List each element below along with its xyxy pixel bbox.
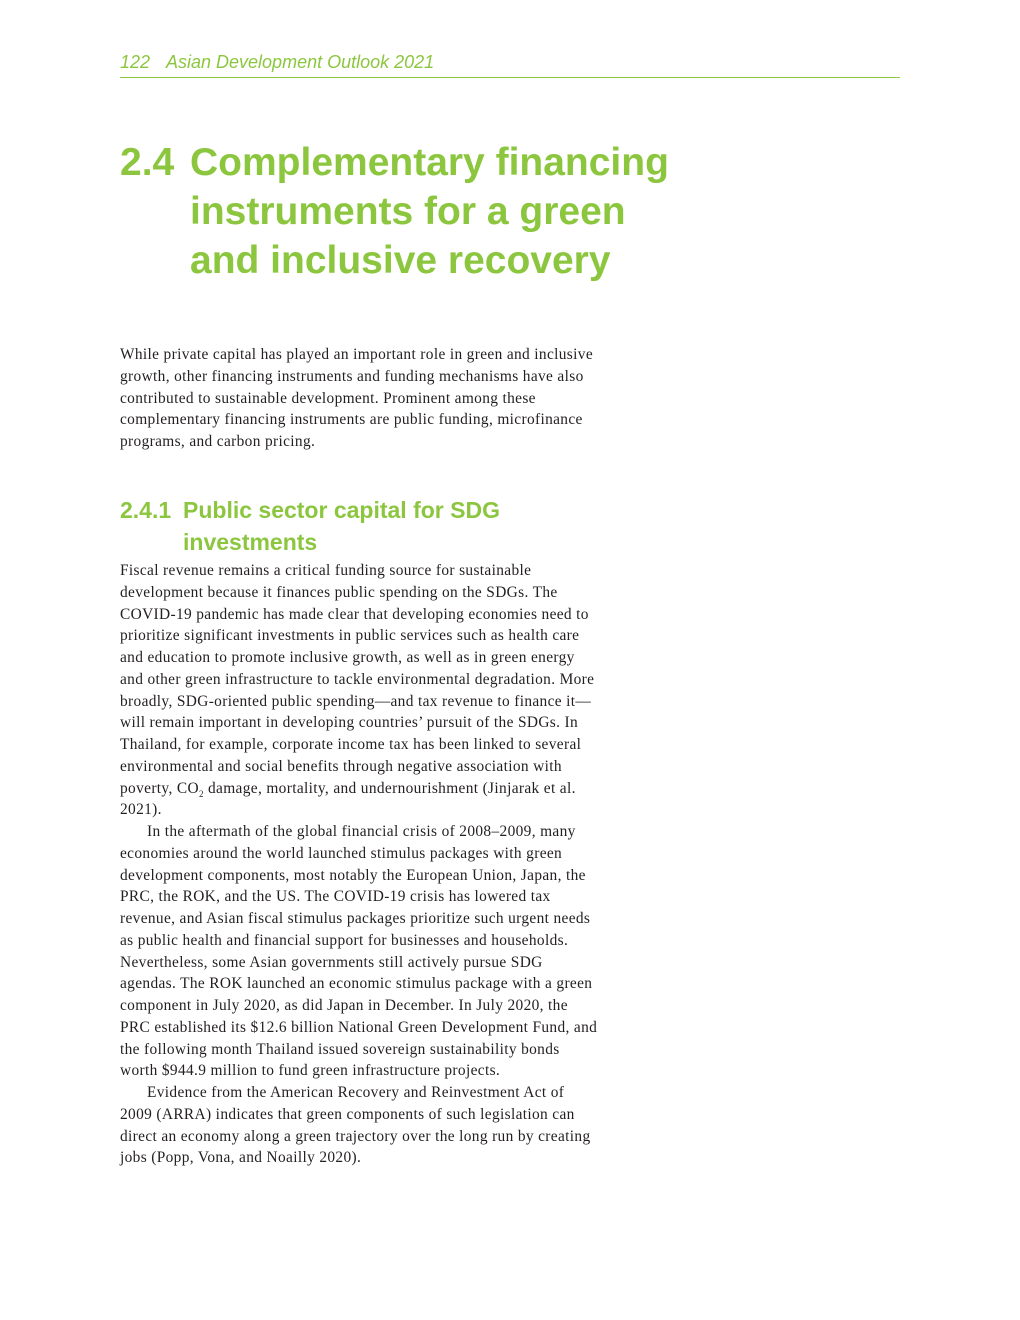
chapter-number: 2.4 [120,141,175,184]
chapter-title-text: Complementary financing instruments for a green and inclusive recovery [190,141,669,282]
paragraph-1-text: Fiscal revenue remains a critical funding source for sustainable development because it finances public spending on the SDGs. The COVID-19 pandemic has made clear that developing economies need to prioritize significant investments in public services such as health care and education to promote inclusive growth, as well as in green energy and other green infrastructure to tackle environmental degradation. More broadly, SDG-oriented public spending—and tax revenue to finance it—will remain important in developing countries’ pursuit of the SDGs. In Thailand, for example, corporate income tax has been linked to several environmental and social benefits through negative association with poverty, CO [120,562,595,797]
body-paragraph-1 [120,560,600,821]
section-heading [120,494,600,558]
page-number: 122 [120,52,151,72]
section-title: Public sector capital for SDG investments [183,497,500,555]
body-paragraph-3: Evidence from the American Recovery and Reinvestment Act of 2009 (ARRA) indicates that green components of such legislation can direct an economy along a green trajectory over the long run by creating jobs (Popp, Vona, and Noailly 2020). [120,1084,591,1167]
publication-title: Asian Development Outlook 2021 [166,52,435,72]
intro-paragraph: While private capital has played an important role in green and inclusive growth, other financing instruments and funding mechanisms have also contributed to sustainable development. Prominent among these complementary financing instruments are public funding, microfinance programs, and carbon pricing. [120,346,593,450]
section-number: 2.4.1 [120,497,172,523]
running-header [120,52,900,78]
chapter-title [120,138,680,285]
body-paragraph-2: In the aftermath of the global financial crisis of 2008–2009, many economies around the world launched stimulus packages with green development components, most notably the European Union, Japan, the PRC, the ROK, and the US. The COVID-19 crisis has lowered tax revenue, and Asian fiscal stimulus packages prioritize such urgent needs as public health and financial support for businesses and households. Nevertheless, some Asian governments still actively pursue SDG agendas. The ROK launched an economic stimulus package with a green component in July 2020, as did Japan in December. In July 2020, the PRC established its $12.6 billion National Green Development Fund, and the following month Thailand issued sovereign sustainability bonds worth $944.9 million to fund green infrastructure projects. [120,823,598,1080]
co2-subscript: 2 [198,788,204,799]
paragraph-1-text-end: damage, mortality, and undernourishment (Jinjarak et al. 2021). [120,779,576,819]
section-body [120,560,600,1169]
